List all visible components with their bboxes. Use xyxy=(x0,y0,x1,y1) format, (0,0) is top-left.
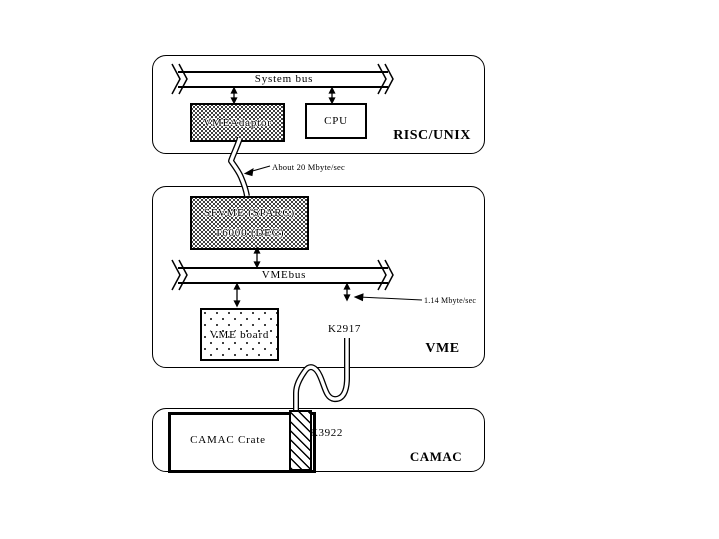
sfvme-line2: T6000 (DEC) xyxy=(214,227,285,240)
cpu-label: CPU xyxy=(324,115,348,127)
adaptor-cable xyxy=(231,138,247,196)
k3922-label: K3922 xyxy=(310,427,343,439)
vme-bus-label: VMEbus xyxy=(261,269,307,281)
system-bus-label: System bus xyxy=(254,73,314,85)
adaptor-rate-annotation: About 20 Mbyte/sec xyxy=(272,162,346,172)
camac-cable xyxy=(296,338,347,410)
camac-label: CAMAC xyxy=(409,449,463,464)
vme-adaptor-label: VMEAdaptor xyxy=(203,116,272,129)
k2917-label: K2917 xyxy=(328,323,361,335)
sfvme-line1: SFVME (SPARC) xyxy=(204,206,295,219)
vme-label: VME xyxy=(425,341,460,356)
camac-crate-label: CAMAC Crate xyxy=(190,433,266,446)
risc-unix-label: RISC/UNIX xyxy=(393,128,471,143)
k2917-rate-annotation: 1.14 Mbyte/sec xyxy=(424,296,477,305)
vme-board-label: VME board xyxy=(209,328,270,341)
